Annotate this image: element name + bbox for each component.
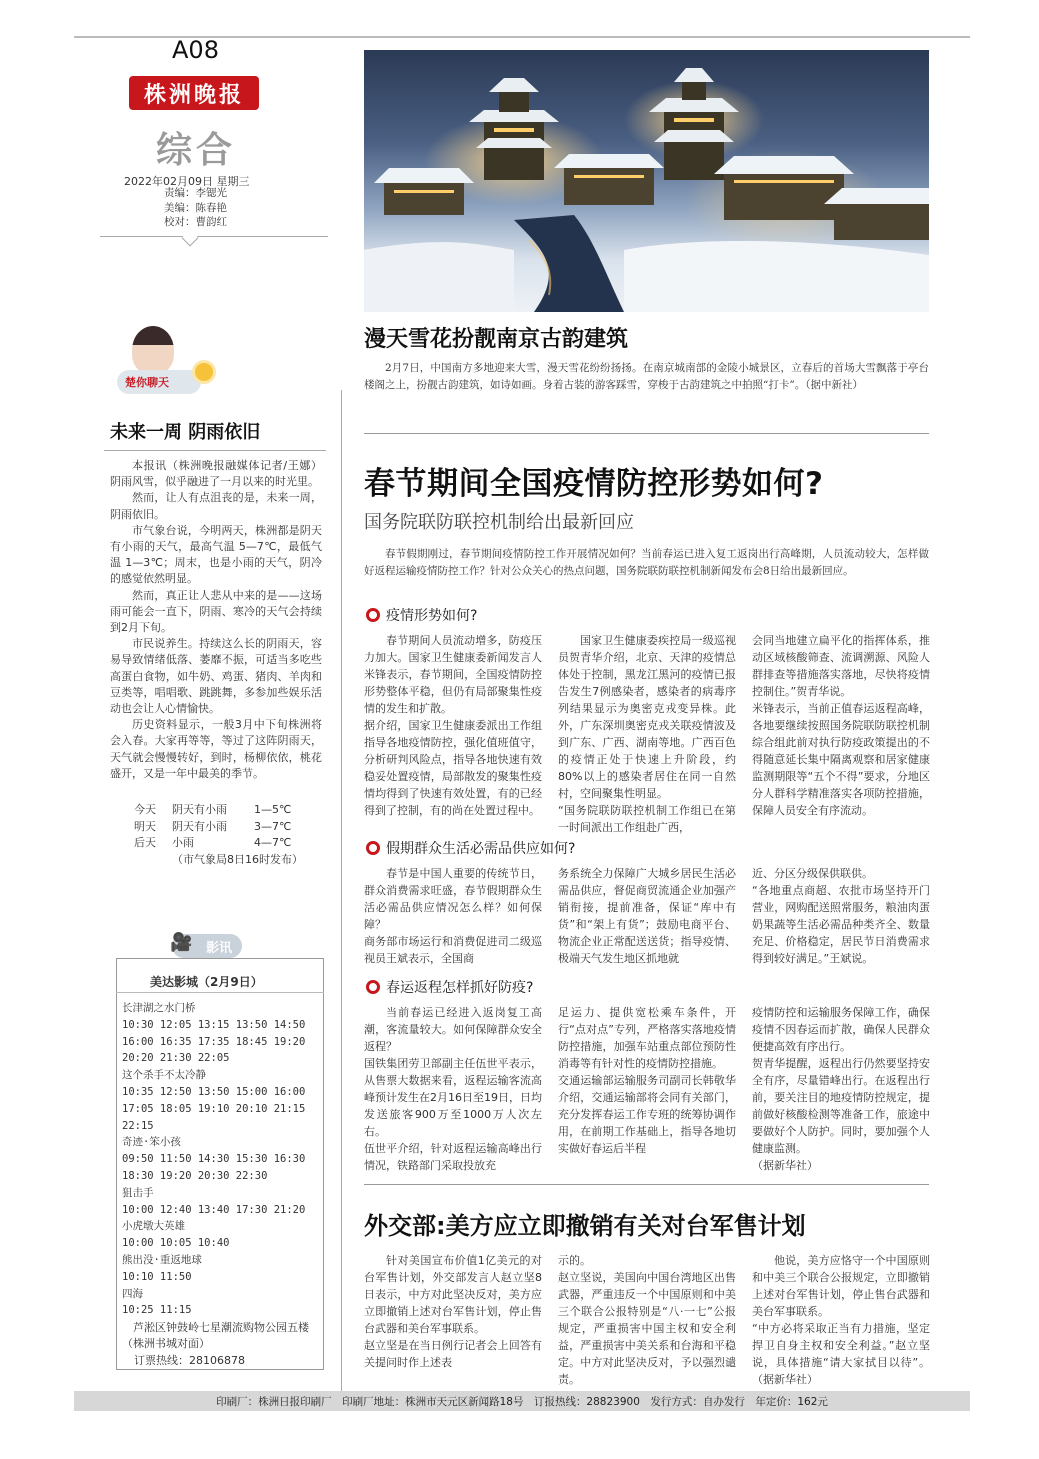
cinema-address: 芦淞区钟鼓岭七星潮流购物公园五楼（株洲书城对面）: [122, 1321, 309, 1350]
forecast-source: （市气象局8日16时发布）: [172, 852, 303, 866]
forecast-desc: 阴天有小雨: [172, 803, 227, 816]
paper-name: 株洲晚报: [143, 81, 244, 108]
sun-icon: [192, 360, 216, 384]
masthead-chevron: [182, 230, 199, 247]
section-bullet-icon: [366, 841, 380, 855]
section-name: 综合: [156, 130, 237, 171]
masthead-rule: [100, 236, 328, 237]
second-column-3: 他说，美方应恪守一个中国原则和中美三个联合公报规定，立即撤销上述对台军售计划，停止售台武器和美台军事联系。 “中方必将采取正当有力措施，坚定捍卫自身主权和安全利益。”赵立坚说，具体措施“请大家拭目以待”。（据新华社）: [752, 1254, 930, 1386]
issue-date: 2022年02月09日 星期三: [124, 175, 250, 188]
section-bullet-icon: [366, 608, 380, 622]
cinema-badge: [172, 934, 242, 958]
cinema-listings: 长津湖之水门桥 10:30 12:05 13:15 13:50 14:50 16:00 16:35 17:35 18:45 19:20 20:20 21:30 22:05 这个杀手不太冷静 10:35 12:50 13:50 15:00 16:00 17:05 18:05 19:10 20:10 21:15 22:15 奇迹·笨小孩 09:50 11:50 14:30 15:30 16:30 18:30 19:20 20:30 22:30 狙击手 10:00 12:40 13:40 17:30 21:20 小虎墩大英雄 10:00 10:05 10:40 熊出没·重返地球 10:10 11:50 四海 10:25 11:15: [122, 1002, 306, 1317]
second-column-1: 针对美国宣布价值1亿美元的对台军售计划，外交部发言人赵立坚8日表示，中方对此坚决反对，美方应立即撤销上述对台军售计划，停止售台武器和美台军事联系。 赵立坚是在当日例行记者会上回答有关提问时作上述表: [364, 1254, 542, 1369]
weather-paragraph: 然而，真正让人悲从中来的是——这场雨可能会一直下，阴雨、寒冷的天气会持续到2月下旬。: [110, 588, 322, 635]
section-heading-supply: [366, 838, 575, 858]
travel-column-2: 足运力、提供宽松乘车条件，开行“点对点”专列，严格落实落地疫情防控措施，加强车站重点部位预防性消毒等有针对性的疫情防控措施。 交通运输部运输服务司副司长韩敬华介绍，交通运输部将会同有关部门，充分发挥春运工作专班的统筹协调作用，在前期工作基础上，指导各地切实做好春运后半程: [558, 1006, 736, 1155]
column-badge: [117, 370, 201, 394]
columnist-avatar: [132, 326, 174, 374]
paper-logo: [129, 76, 259, 110]
travel-column-1: 当前春运已经进入返岗复工高潮，客流量较大。如何保障群众安全返程？ 国铁集团劳卫部副主任伍世平表示，从售票大数据来看，返程运输客流高峰预计发生在2月16日至19日，日均发送旅客900万至1000万人次左右。 伍世平介绍，针对返程运输高峰出行情况，铁路部门采取投放充: [364, 1006, 542, 1172]
main-headline: 春节期间全国疫情防控形势如何?: [364, 466, 824, 502]
weather-title-underline: [104, 450, 326, 451]
main-subheadline: 国务院联防联控机制给出最新回应: [364, 512, 634, 533]
cinema-title: 美达影城（2月9日）: [150, 975, 263, 989]
weather-paragraph: 历史资料显示，一般3月中下旬株洲将会入春。大家再等等，等过了这阵阴雨天，天气就会慢慢转好，到时，杨柳依依，桃花盛开，又是一年中最美的季节。: [110, 718, 322, 780]
epidemic-column-3: 会同当地建立扁平化的指挥体系，推动区域核酸筛查、流调溯源、风险人群排查等措施落实落地，尽快将疫情控制住。”贺青华说。 米锋表示，当前正值春运返程高峰，各地要继续按照国务院联防联控机制综合组此前对执行防疫政策提出的不得随意延长集中隔离观察和居家健康监测期限等“五个不得”要求，分地区分人群科学精准落实各项防控措施，保障人员安全有序流动。: [752, 634, 930, 817]
photo-caption: 2月7日，中国南方多地迎来大雪，漫天雪花纷纷扬扬。在南京城南部的金陵小城景区，立春后的首场大雪飘落于亭台楼阁之上，扮靓古韵建筑，如诗如画。身着古装的游客踩雪，穿梭于古韵建筑之中拍照“打卡”。（据中新社）: [364, 362, 929, 391]
section-heading-text: 假期群众生活必需品供应如何?: [386, 841, 576, 857]
forecast-row: [134, 819, 303, 836]
supply-column-3: 近、分区分级保供联供。 “各地重点商超、农批市场坚持开门营业，网购配送照常服务，粮油肉蛋奶果蔬等生活必需品种类齐全、数量充足、价格稳定，居民节日消费需求得到较好满足。”王斌说。: [752, 867, 930, 965]
forecast-day: 后天: [134, 836, 156, 849]
cinema-hotline: 订票热线：28106878: [134, 1354, 245, 1367]
section-heading-text: 春运返程怎样抓好防疫?: [386, 980, 534, 996]
forecast-day: 明天: [134, 819, 156, 833]
photo-story-rule: [364, 433, 929, 434]
snow-photo: [364, 50, 929, 312]
column-badge-label: 楚你聊天: [125, 376, 169, 389]
forecast-temp: 3—7℃: [254, 819, 292, 833]
snow-photo-drawing: [364, 50, 929, 312]
section-heading-travel: [366, 977, 533, 997]
footer-bar: [74, 1391, 970, 1411]
weather-title: 未来一周 阴雨依旧: [110, 422, 261, 443]
main-lead: 春节假期刚过，春节期间疫情防控工作开展情况如何？当前春运已进入复工返岗出行高峰期，人员流动较大，怎样做好返程运输疫情防控工作？针对公众关心的热点问题，国务院联防联控机制新闻发布会8日给出最新回应。: [364, 548, 929, 577]
forecast-row: [134, 835, 303, 852]
forecast-table: [134, 802, 303, 868]
page-number: A08: [172, 36, 219, 64]
weather-paragraph: 然而，让人有点沮丧的是，未来一周，阴雨依旧。: [110, 491, 322, 521]
second-headline: 外交部:美方应立即撤销有关对台军售计划: [364, 1212, 806, 1240]
weather-article: [110, 458, 322, 780]
left-column-rule: [341, 390, 342, 1402]
editor-list: [164, 186, 227, 230]
cinema-badge-label: 影讯: [205, 940, 232, 956]
proofreader: 校对：曹韵红: [164, 216, 227, 228]
art-editor: 美编：陈春艳: [164, 201, 227, 214]
weather-paragraph: 市气象台说，今明两天，株洲都是阴天有小雨的天气，最高气温 5—7℃，最低气温 1—3℃；周末，也是小雨的天气，阴冷的感觉依然明显。: [110, 523, 322, 586]
chief-editor: 责编：李锶光: [164, 187, 227, 199]
travel-column-3: 疫情防控和运输服务保障工作，确保疫情不因春运而扩散，确保人民群众便捷高效有序出行。 贺青华提醒，返程出行仍然要坚持安全有序，尽量错峰出行。在返程出行前，要关注目的地疫情防控规定，提前做好核酸检测等准备工作，旅途中要做好个人防护。同时，要加强个人健康监测。 （据新华社）: [752, 1006, 930, 1172]
footer-text: 印刷厂：株洲日报印刷厂 印刷厂地址：株洲市天元区新闻路18号 订报热线：28823900 发行方式：自办发行 年定价：162元: [216, 1395, 828, 1408]
weather-paragraph: 本报讯（株洲晚报融媒体记者/王娜）阴雨风雪，似乎融进了一月以来的时光里。: [110, 459, 322, 489]
film-camera-icon: 🎥: [170, 932, 193, 953]
supply-column-1: 春节是中国人重要的传统节日，群众消费需求旺盛，春节假期群众生活必需品供应情况怎么样？如何保障？ 商务部市场运行和消费促进司二级巡视员王斌表示，全国商: [364, 867, 542, 965]
forecast-temp: 4—7℃: [254, 836, 292, 849]
supply-column-2: 务系统全力保障广大城乡居民生活必需品供应，督促商贸流通企业加强产销衔接，提前准备，保证“库中有货”和“架上有货”；鼓励电商平台、物流企业正常配送送货；指导疫情、极端天气发生地区抓地就: [558, 867, 736, 965]
forecast-desc: 阴天有小雨: [172, 819, 227, 833]
epidemic-column-2: 国家卫生健康委疾控局一级巡视员贺青华介绍，北京、天津的疫情总体处于控制，黑龙江黑河的疫情已报告发生7例感染者，感染者的病毒序列结果显示为奥密克戎变异株。此外，广东深圳奥密克戎关联疫情波及到广东、广西、湖南等地。广西百色的疫情正处于快速上升阶段，约80%以上的感染者居住在同一自然村，空间聚集性明显。 “国务院联防联控机制工作组已在第一时间派出工作组赴广西，: [558, 634, 736, 834]
story-divider: [364, 1184, 929, 1185]
section-bullet-icon: [366, 980, 380, 994]
forecast-desc: 小雨: [172, 836, 194, 849]
cinema-title-rule: [116, 992, 324, 993]
forecast-row: [134, 802, 303, 819]
forecast-temp: 1—5℃: [254, 803, 292, 816]
forecast-day: 今天: [134, 803, 156, 816]
section-heading-epidemic: [366, 605, 477, 625]
epidemic-column-1: 春节期间人员流动增多，防疫压力加大。国家卫生健康委新闻发言人米锋表示，春节期间，全国疫情防控形势整体平稳，但仍有局部聚集性疫情的发生和扩散。 据介绍，国家卫生健康委派出工作组指导各地疫情防控，强化值班值守，分析研判风险点，指导各地快速有效稳妥处置疫情，局部散发的聚集性疫情均得到了快速有效处置，有的已经得到了控制，有的尚在处置过程中。: [364, 634, 542, 817]
weather-paragraph: 市民说养生。持续这么长的阴雨天，容易导致情绪低落、萎靡不振，可适当多吃些高蛋白食物，如牛奶、鸡蛋、猪肉、羊肉和豆类等，唱唱歌、跳跳舞，多参加些娱乐活动也会让人心情愉快。: [110, 637, 322, 716]
photo-title: 漫天雪花扮靓南京古韵建筑: [364, 327, 629, 352]
second-column-2: 示的。 赵立坚说，美国向中国台湾地区出售武器，严重违反一个中国原则和中美三个联合公报特别是“八·一七”公报规定，严重损害中国主权和安全利益，严重损害中美关系和台海和平稳定。中方对此坚决反对，予以强烈谴责。: [558, 1254, 736, 1386]
section-heading-text: 疫情形势如何?: [386, 608, 478, 624]
